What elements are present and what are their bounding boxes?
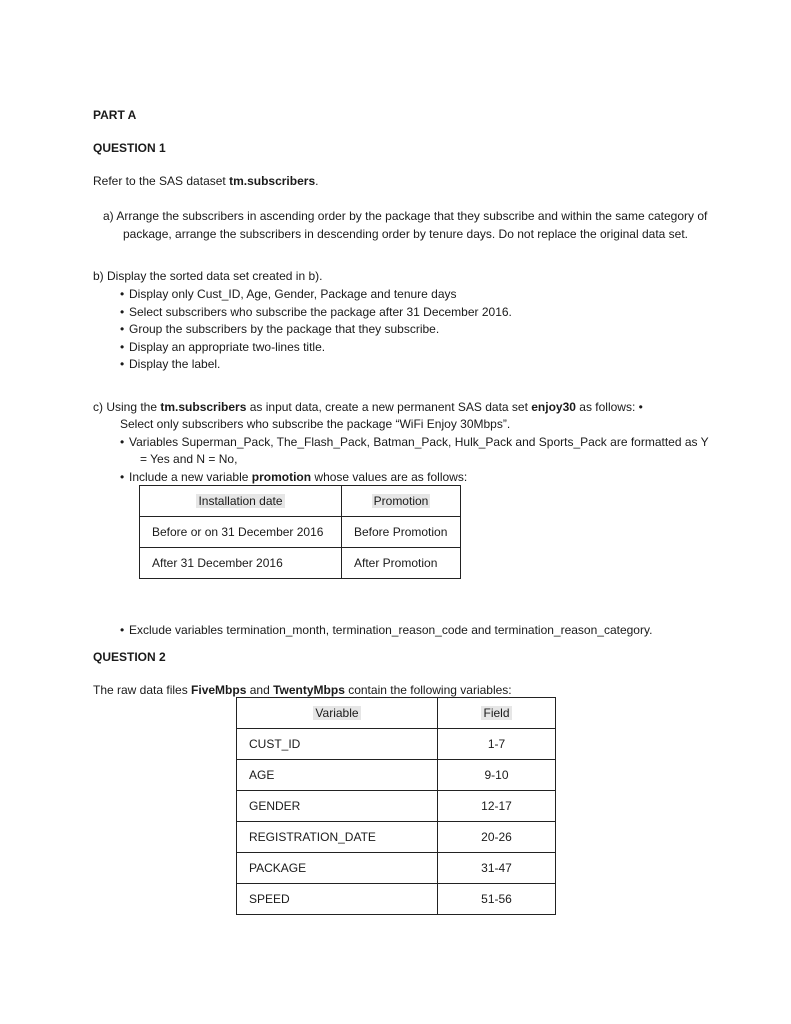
q2-intro-text: contain the following variables: [344, 683, 512, 697]
q1-b-bullet: • Display the label. [120, 357, 221, 371]
table-row [237, 760, 556, 791]
table-row [237, 853, 556, 884]
q1-c-line1 [93, 399, 643, 415]
q1-c-bullet-continuation: = Yes and N = No, [140, 452, 238, 466]
table-cell: PACKAGE [237, 853, 438, 884]
table-row [237, 729, 556, 760]
q1-c-bullet: • Include a new variable promotion whose values are as follows: [120, 470, 468, 484]
table-cell: After 31 December 2016 [140, 548, 342, 579]
table-row [140, 517, 461, 548]
q1-c-bullet-text: Exclude variables termination_month, termination_reason_code and termination_reason_category. [129, 623, 653, 637]
table-cell: 1-7 [438, 729, 556, 760]
table-cell: 9-10 [438, 760, 556, 791]
q1-c-text: as input data, create a new permanent SAS data set [246, 400, 532, 414]
q1-b-bullet: • Display an appropriate two-lines title. [120, 340, 326, 354]
header-installation-date: Installation date [198, 494, 283, 508]
q1-b-bullet-text: Display an appropriate two-lines title. [129, 340, 326, 354]
table-cell: CUST_ID [237, 729, 438, 760]
q2-file-twentymbps: TwentyMbps [273, 683, 345, 697]
table-cell: Before or on 31 December 2016 [140, 517, 342, 548]
table-row [237, 791, 556, 822]
table-header-cell [438, 698, 556, 729]
q1-c-bullet: • Variables Superman_Pack, The_Flash_Pack, Batman_Pack, Hulk_Pack and Sports_Pack are formatted as Y [120, 435, 709, 449]
promotion-table [139, 485, 461, 579]
q1-b-bullet-text: Display only Cust_ID, Age, Gender, Package and tenure days [129, 287, 457, 301]
q1-intro-end: . [315, 174, 319, 188]
table-header-row [237, 698, 556, 729]
q1-c-new-dataset: enjoy30 [531, 400, 576, 414]
q2-file-fivembps: FiveMbps [191, 683, 247, 697]
table-header-cell [237, 698, 438, 729]
q1-b-bullet-text: Select subscribers who subscribe the package after 31 December 2016. [129, 305, 512, 319]
q1-b-bullet: • Display only Cust_ID, Age, Gender, Package and tenure days [120, 287, 457, 301]
table-cell: 20-26 [438, 822, 556, 853]
question-2-heading: QUESTION 2 [93, 650, 166, 664]
q1-a-line2: package, arrange the subscribers in descending order by tenure days. Do not replace the original data set. [123, 227, 689, 241]
header-field: Field [483, 706, 510, 720]
table-row [237, 822, 556, 853]
table-cell: GENDER [237, 791, 438, 822]
table-cell: After Promotion [342, 548, 461, 579]
q1-c-bullet-text: whose values are as follows: [311, 470, 468, 484]
table-row [140, 548, 461, 579]
part-a-heading: PART A [93, 108, 137, 122]
q1-intro-text: Refer to the SAS dataset [93, 174, 230, 188]
header-variable: Variable [315, 706, 359, 720]
q1-c-bullet-text: Include a new variable [129, 470, 252, 484]
q1-c-line2: Select only subscribers who subscribe the package “WiFi Enjoy 30Mbps”. [120, 417, 511, 431]
q2-intro-text: The raw data files [93, 683, 192, 697]
q1-c-promotion-var: promotion [251, 470, 312, 484]
q1-b-bullet: • Select subscribers who subscribe the package after 31 December 2016. [120, 305, 512, 319]
q2-intro [93, 682, 512, 698]
q1-c-dataset: tm.subscribers [160, 400, 247, 414]
question-1-heading: QUESTION 1 [93, 141, 166, 155]
q1-c-text: c) Using the [93, 400, 161, 414]
table-cell: REGISTRATION_DATE [237, 822, 438, 853]
table-cell: Before Promotion [342, 517, 461, 548]
table-header-cell [140, 486, 342, 517]
table-cell: AGE [237, 760, 438, 791]
header-promotion: Promotion [373, 494, 429, 508]
q1-c-text: as follows: • [575, 400, 643, 414]
q1-b-bullet: • Group the subscribers by the package that they subscribe. [120, 322, 440, 336]
table-cell: 51-56 [438, 884, 556, 915]
q1-b-bullet-text: Group the subscribers by the package that they subscribe. [129, 322, 440, 336]
q1-intro-dataset: tm.subscribers [229, 174, 316, 188]
table-header-row [140, 486, 461, 517]
q1-a-line1: a) Arrange the subscribers in ascending order by the package that they subscribe and within the same category of [103, 209, 708, 223]
q1-intro [93, 173, 318, 189]
q2-intro-text: and [246, 683, 274, 697]
table-row [237, 884, 556, 915]
table-cell: 12-17 [438, 791, 556, 822]
q1-c-bullet: • Exclude variables termination_month, termination_reason_code and termination_reason_category. [120, 623, 653, 637]
q1-b-bullet-text: Display the label. [129, 357, 221, 371]
variable-field-table [236, 697, 556, 915]
table-cell: 31-47 [438, 853, 556, 884]
table-cell: SPEED [237, 884, 438, 915]
table-header-cell [342, 486, 461, 517]
q1-c-bullet-text: Variables Superman_Pack, The_Flash_Pack, Batman_Pack, Hulk_Pack and Sports_Pack are formatted as Y [129, 435, 709, 449]
q1-b-heading: b) Display the sorted data set created in b). [93, 269, 323, 283]
